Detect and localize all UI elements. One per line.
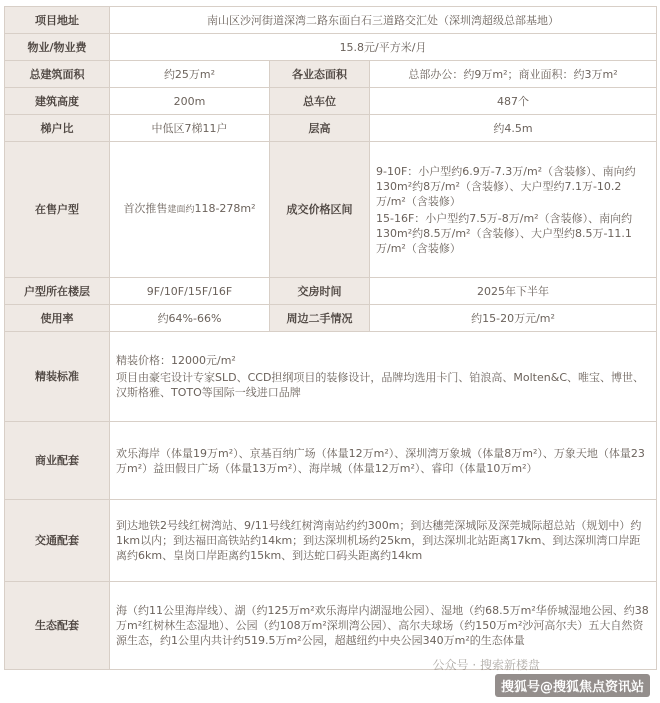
watermark-sohu: 搜狐号@搜狐焦点资讯站 <box>495 674 650 697</box>
row-height <box>5 88 657 115</box>
row-address <box>5 7 657 34</box>
label-ecology: 生态配套 <box>5 582 110 670</box>
label-price-range: 成交价格区间 <box>270 142 370 278</box>
label-format-area: 各业态面积 <box>270 61 370 88</box>
row-elevator <box>5 115 657 142</box>
label-delivery: 交房时间 <box>270 278 370 305</box>
value-delivery: 2025年下半年 <box>370 278 657 305</box>
watermark-wechat: 公众号 · 搜索新楼盘 <box>432 658 540 672</box>
project-info-table <box>4 6 657 670</box>
value-transport: 到达地铁2号线红树湾站、9/11号线红树湾南站约约300m；到达穗莞深城际及深莞城际超总站（规划中）约1km以内；到达福田高铁站约14km；到达深圳机场约25km，到达深圳北站距离17km、到达深圳湾口岸距离约6km、皇岗口岸距离约15km、到达蛇口码头距离约14km <box>110 500 657 582</box>
row-ecology <box>5 582 657 670</box>
label-address: 项目地址 <box>5 7 110 34</box>
label-floor-height: 层高 <box>270 115 370 142</box>
label-elevator: 梯户比 <box>5 115 110 142</box>
value-height: 200m <box>110 88 270 115</box>
value-efficiency: 约64%-66% <box>110 305 270 332</box>
value-unit-floors: 9F/10F/15F/16F <box>110 278 270 305</box>
value-ecology: 海（约11公里海岸线）、湖（约125万m²欢乐海岸内湖湿地公园）、湿地（约68.5万m²华侨城湿地公园、约38万m²红树林生态湿地）、公园（约108万m²深圳湾公园）、高尔夫球场（约150万m²沙河高尔夫）五大自然资源生态，约1公里内共计约519.5万m²公园，超越纽约中央公园340万m²的生态体量 <box>110 582 657 670</box>
price-range-para-2: 15-16F：小户型约7.5万-8万/m²（含装修）、南向约130m²约8.5万/m²（含装修）、大户型约8.5万-11.1万/m²（含装修） <box>376 211 633 255</box>
value-gfa: 约25万m² <box>110 61 270 88</box>
row-finish <box>5 332 657 422</box>
label-efficiency: 使用率 <box>5 305 110 332</box>
value-parking: 487个 <box>370 88 657 115</box>
value-elevator: 中低区7梯11户 <box>110 115 270 142</box>
units-suffix: 118-278m² <box>194 202 256 215</box>
value-commerce: 欢乐海岸（体量19万m²）、京基百纳广场（体量12万m²）、深圳湾万象城（体量8万m²）、万象天地（体量23万m²）益田假日广场（体量13万m²）、海岸城（体量12万m²）、睿印（体量10万m²） <box>110 422 657 500</box>
units-prefix: 首次推售 <box>123 202 168 215</box>
label-height: 建筑高度 <box>5 88 110 115</box>
value-price-range <box>370 142 657 278</box>
label-parking: 总车位 <box>270 88 370 115</box>
value-property-fee: 15.8元/平方米/月 <box>110 34 657 61</box>
label-unit-floors: 户型所在楼层 <box>5 278 110 305</box>
row-transport <box>5 500 657 582</box>
label-property-fee: 物业/物业费 <box>5 34 110 61</box>
value-floor-height: 约4.5m <box>370 115 657 142</box>
finish-para-2: 项目由豪宅设计专家SLD、CCD担纲项目的装修设计，品牌均选用卡门、铂浪高、Molten&C、唯宝、博世、汉斯格雅、TOTO等国际一线进口品牌 <box>116 371 644 399</box>
row-commerce <box>5 422 657 500</box>
value-resale: 约15-20万元/m² <box>370 305 657 332</box>
row-efficiency <box>5 305 657 332</box>
label-commerce: 商业配套 <box>5 422 110 500</box>
row-property-fee <box>5 34 657 61</box>
label-resale: 周边二手情况 <box>270 305 370 332</box>
units-small: 建面约 <box>167 205 195 215</box>
row-units <box>5 142 657 278</box>
value-format-area: 总部办公：约9万m²；商业面积：约3万m² <box>370 61 657 88</box>
finish-para-1: 精装价格：12000元/m² <box>116 354 236 367</box>
row-unit-floors <box>5 278 657 305</box>
label-finish: 精装标准 <box>5 332 110 422</box>
row-area <box>5 61 657 88</box>
value-units <box>110 142 270 278</box>
label-units: 在售户型 <box>5 142 110 278</box>
value-address: 南山区沙河街道深湾二路东面白石三道路交汇处（深圳湾超级总部基地） <box>110 7 657 34</box>
value-finish <box>110 332 657 422</box>
price-range-para-1: 9-10F：小户型约6.9万-7.3万/m²（含装修）、南向约130m²约8万/m²（含装修）、大户型约7.1万-10.2万/m²（含装修） <box>376 164 636 208</box>
label-gfa: 总建筑面积 <box>5 61 110 88</box>
label-transport: 交通配套 <box>5 500 110 582</box>
